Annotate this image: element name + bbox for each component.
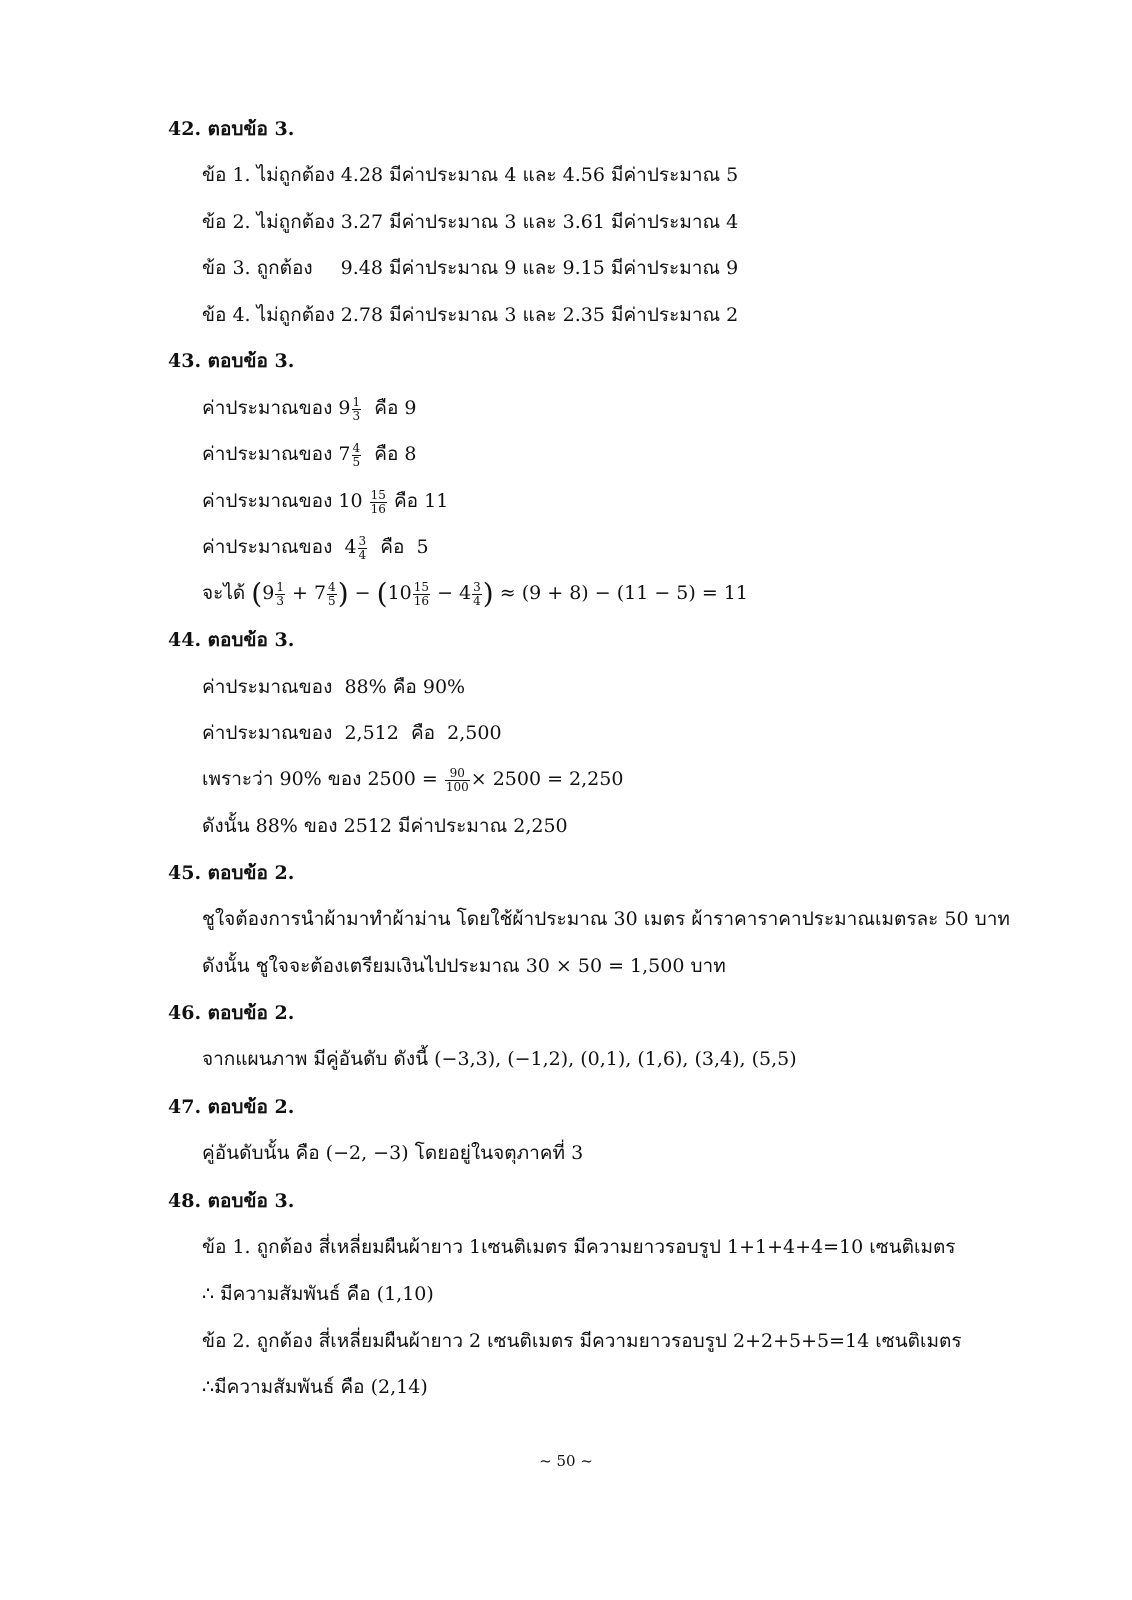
q43-row-1-label: ค่าประมาณของ — [202, 397, 333, 419]
q48-line-2: ∴ มีความสัมพันธ์ คือ (1,10) — [202, 1283, 434, 1305]
q43-row-2-answer: 8 — [404, 443, 417, 465]
q44-line-3-fraction: $\frac{90}{100}$ — [445, 765, 469, 794]
q43-row-2-fraction: $\frac{4}{5}$ — [352, 440, 361, 469]
q43-row-4 — [202, 534, 429, 562]
q45-line-1: ชูใจต้องการนำผ้ามาทำผ้าม่าน โดยใช้ผ้าประมาณ 30 เมตร ผ้าราคาราคาประมาณเมตรละ 50 บาท — [202, 908, 1010, 930]
q46-heading: 46. ตอบข้อ 2. — [168, 1002, 295, 1024]
q43-row-4-fraction: $\frac{3}{4}$ — [358, 533, 367, 562]
q47-heading: 47. ตอบข้อ 2. — [168, 1096, 295, 1118]
q44-line-1-label: ค่าประมาณของ — [202, 676, 333, 698]
q43-row-4-is: คือ — [380, 536, 405, 558]
q43-row-1 — [202, 395, 417, 423]
q46-line-1: จากแผนภาพ มีคู่อันดับ ดังนี้ (−3,3), (−1,2), (0,1), (1,6), (3,4), (5,5) — [202, 1048, 797, 1070]
q43-result-label: จะได้ — [202, 582, 246, 604]
q44-line-4: ดังนั้น 88% ของ 2512 มีค่าประมาณ 2,250 — [202, 815, 568, 837]
q43-row-4-whole: 4 — [344, 536, 357, 558]
q43-row-3-label: ค่าประมาณของ — [202, 490, 333, 512]
q48-line-3: ข้อ 2. ถูกต้อง สี่เหลี่ยมผืนผ้ายาว 2 เซนติเมตร มีความยาวรอบรูป 2+2+5+5=14 เซนติเมตร — [202, 1330, 962, 1352]
q43-heading: 43. ตอบข้อ 3. — [168, 350, 295, 372]
q44-line-2-approx: 2,500 — [447, 722, 502, 744]
q43-row-3 — [202, 488, 448, 516]
q43-result-tail: ≈ (9 + 8) − (11 − 5) = 11 — [499, 582, 748, 604]
q42-line-4: ข้อ 4. ไม่ถูกต้อง 2.78 มีค่าประมาณ 3 และ 2.35 มีค่าประมาณ 2 — [202, 304, 739, 326]
q45-line-2: ดังนั้น ชูใจจะต้องเตรียมเงินไปประมาณ 30 × 50 = 1,500 บาท — [202, 955, 726, 977]
q42-line-3 — [202, 255, 738, 281]
q45-heading: 45. ตอบข้อ 2. — [168, 862, 295, 884]
q42-line-3-label: ข้อ 3. ถูกต้อง — [202, 257, 313, 279]
q42-heading: 42. ตอบข้อ 3. — [168, 118, 295, 140]
q42-line-1: ข้อ 1. ไม่ถูกต้อง 4.28 มีค่าประมาณ 4 และ 4.56 มีค่าประมาณ 5 — [202, 164, 739, 186]
q43-row-4-label: ค่าประมาณของ — [202, 536, 333, 558]
q43-row-3-whole: 10 — [338, 490, 363, 512]
q43-row-3-answer: 11 — [424, 490, 449, 512]
q44-line-1 — [202, 674, 465, 700]
q43-row-1-answer: 9 — [404, 397, 417, 419]
q42-line-2: ข้อ 2. ไม่ถูกต้อง 3.27 มีค่าประมาณ 3 และ 3.61 มีค่าประมาณ 4 — [202, 211, 739, 233]
q44-line-3-text: เพราะว่า 90% ของ 2500 = — [202, 768, 438, 790]
q43-result: จะได้ (9 $\frac{1}{3}$ + 7 $\frac{4}{5}$ ) − (10 $\frac{15}{16}$ − 4 $\frac{3}{4}$ ) ≈ (9 + 8) − (11 − 5) = 11 — [202, 577, 748, 610]
q44-line-1-value: 88% คือ 90% — [344, 676, 466, 698]
q44-heading: 44. ตอบข้อ 3. — [168, 629, 295, 651]
q43-row-2-whole: 7 — [338, 443, 351, 465]
q44-line-2 — [202, 720, 502, 746]
q48-line-1: ข้อ 1. ถูกต้อง สี่เหลี่ยมผืนผ้ายาว 1เซนติเมตร มีความยาวรอบรูป 1+1+4+4=10 เซนติเมตร — [202, 1236, 956, 1258]
q42-line-3-text: 9.48 มีค่าประมาณ 9 และ 9.15 มีค่าประมาณ 9 — [340, 257, 739, 279]
q44-line-3-tail: × 2500 = 2,250 — [470, 768, 624, 790]
q43-row-3-fraction: $\frac{15}{16}$ — [370, 487, 386, 516]
q43-row-2-label: ค่าประมาณของ — [202, 443, 333, 465]
q44-line-2-is: คือ — [410, 722, 436, 744]
q43-row-1-fraction: $\frac{1}{3}$ — [352, 394, 361, 423]
q43-row-4-answer: 5 — [416, 536, 429, 558]
q43-row-1-is: คือ — [374, 397, 399, 419]
q44-line-3 — [202, 766, 623, 794]
q44-line-2-label: ค่าประมาณของ — [202, 722, 333, 744]
page-number: ~ 50 ~ — [539, 1452, 593, 1470]
q43-row-2-is: คือ — [374, 443, 399, 465]
q48-line-4: ∴มีความสัมพันธ์ คือ (2,14) — [202, 1376, 428, 1398]
q44-line-2-value: 2,512 — [344, 722, 399, 744]
q48-heading: 48. ตอบข้อ 3. — [168, 1190, 295, 1212]
q43-row-3-is: คือ — [393, 490, 419, 512]
q43-row-1-whole: 9 — [338, 397, 351, 419]
q47-line-1: คู่อันดับนั้น คือ (−2, −3) โดยอยู่ในจตุภาคที่ 3 — [202, 1142, 584, 1164]
q43-row-2 — [202, 441, 417, 469]
